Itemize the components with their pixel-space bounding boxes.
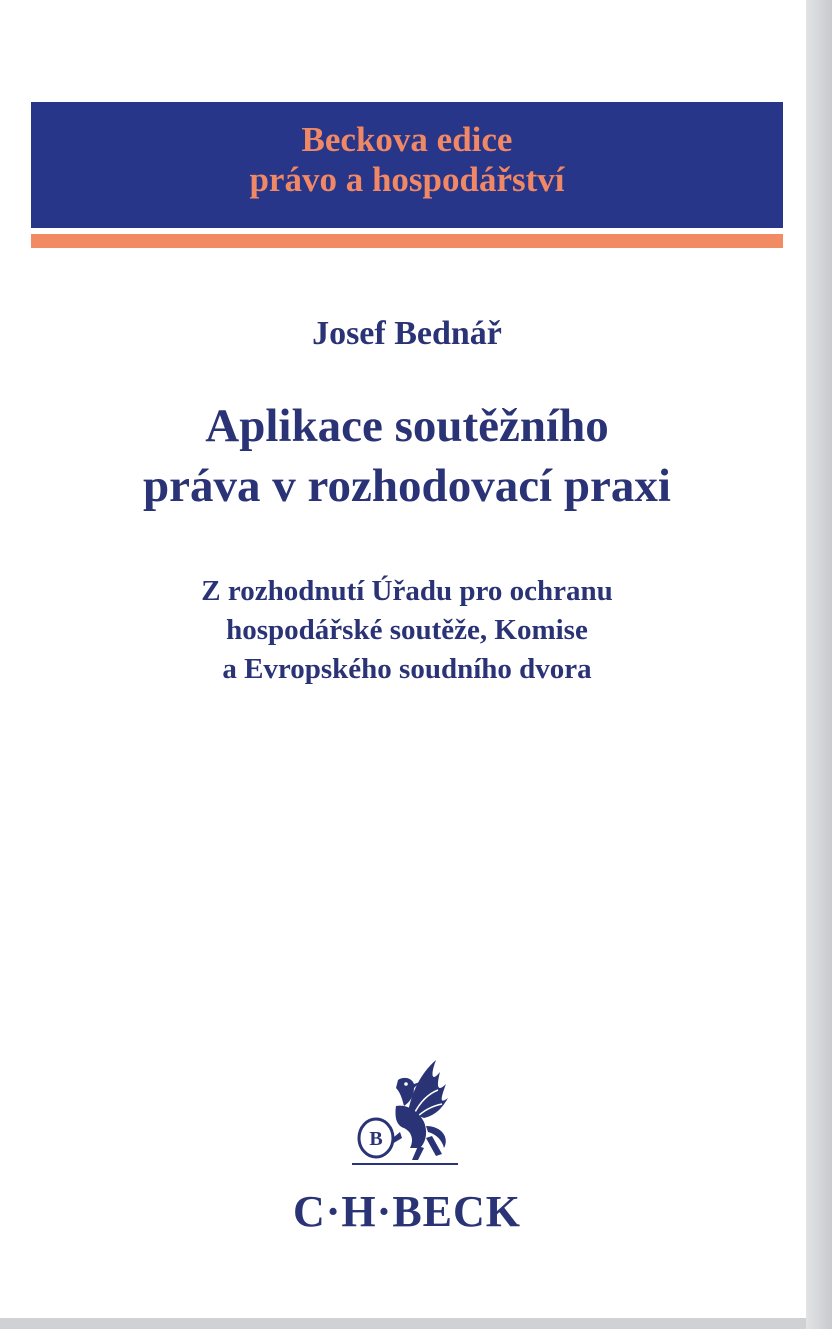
book-title-line-2: práva v rozhodovací praxi [143, 460, 671, 512]
accent-stripe [31, 234, 783, 248]
griffin-logo-icon [340, 1052, 470, 1172]
svg-text:B: B [369, 1128, 383, 1150]
series-name: Beckova edice [301, 120, 513, 159]
book-subtitle-line-2: hospodářské soutěže, Komise [226, 614, 588, 646]
book-title-line-1: Aplikace soutěžního [205, 400, 609, 452]
book-title [31, 396, 783, 516]
book-subtitle-line-3: a Evropského soudního dvora [222, 653, 592, 685]
page-edge-right [806, 0, 832, 1329]
series-banner [31, 102, 783, 228]
page-edge-bottom [0, 1318, 806, 1329]
series-subtitle: právo a hospodářství [249, 160, 565, 199]
book-subtitle-line-1: Z rozhodnutí Úřadu pro ochranu [201, 575, 613, 607]
author-name: Josef Bednář [312, 315, 502, 352]
publisher-name: C·H·BECK [292, 1187, 522, 1236]
book-subtitle [31, 572, 783, 689]
